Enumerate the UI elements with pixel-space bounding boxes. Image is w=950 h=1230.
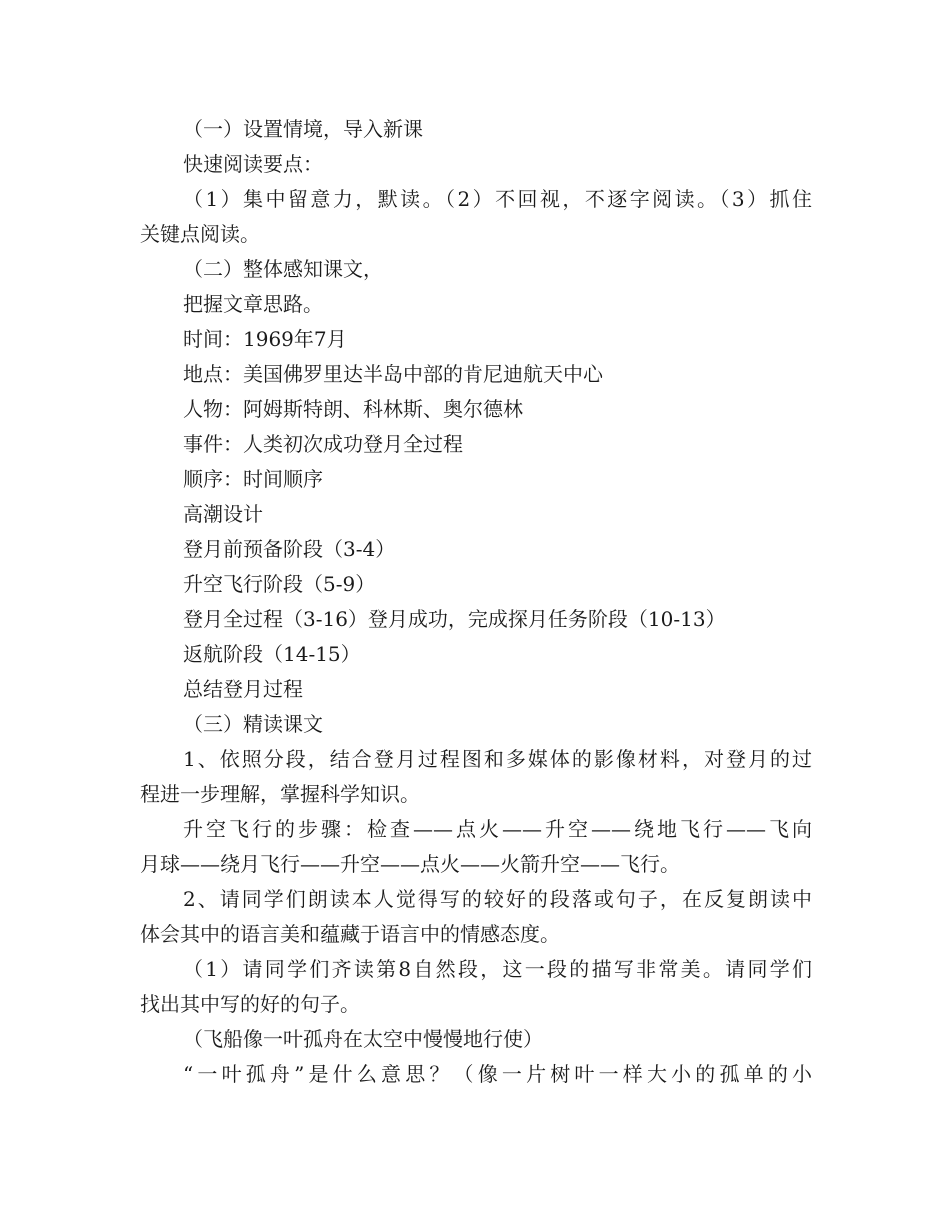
paragraph-line: 快速阅读要点： xyxy=(183,152,323,176)
section-heading-1: （一）设置情境，导入新课 xyxy=(183,117,423,141)
paragraph-line: 1、依照分段，结合登月过程图和多媒体的影像材料，对登月的过 xyxy=(183,747,812,771)
paragraph-line: 事件：人类初次成功登月全过程 xyxy=(183,432,463,456)
paragraph-line: 人物：阿姆斯特朗、科林斯、奥尔德林 xyxy=(183,397,523,421)
paragraph-line: 程进一步理解，掌握科学知识。 xyxy=(140,782,420,806)
paragraph-line: （1）集中留意力，默读。（2）不回视，不逐字阅读。（3）抓住 xyxy=(183,187,812,211)
paragraph-line: 升空飞行的步骤：检查——点火——升空——绕地飞行——飞向 xyxy=(183,817,812,841)
paragraph-line: “一叶孤舟”是什么意思？（像一片树叶一样大小的孤单的小 xyxy=(183,1062,812,1086)
paragraph-line: 登月全过程（3-16）登月成功，完成探月任务阶段（10-13） xyxy=(183,607,726,631)
paragraph-line: 返航阶段（14-15） xyxy=(183,642,361,666)
paragraph-line: 地点：美国佛罗里达半岛中部的肯尼迪航天中心 xyxy=(183,362,603,386)
paragraph-line: （飞船像一叶孤舟在太空中慢慢地行使） xyxy=(183,1027,543,1051)
section-heading-3: （三）精读课文 xyxy=(183,712,323,736)
paragraph-line: 总结登月过程 xyxy=(183,677,303,701)
document-body xyxy=(140,112,812,1092)
paragraph-line: 升空飞行阶段（5-9） xyxy=(183,572,376,596)
paragraph-line: 体会其中的语言美和蕴藏于语言中的情感态度。 xyxy=(140,922,560,946)
paragraph-line: 顺序：时间顺序 xyxy=(183,467,323,491)
paragraph-line: 登月前预备阶段（3-4） xyxy=(183,537,396,561)
paragraph-line: （1）请同学们齐读第8自然段，这一段的描写非常美。请同学们 xyxy=(183,957,812,981)
paragraph-line: 2、请同学们朗读本人觉得写的较好的段落或句子，在反复朗读中 xyxy=(183,887,812,911)
paragraph-line: 关键点阅读。 xyxy=(140,222,260,246)
paragraph-line: 高潮设计 xyxy=(183,502,263,526)
paragraph-line: 找出其中写的好的句子。 xyxy=(140,992,360,1016)
paragraph-line: 把握文章思路。 xyxy=(183,292,323,316)
paragraph-line: 月球——绕月飞行——升空——点火——火箭升空——飞行。 xyxy=(140,852,680,876)
paragraph-line: 时间：1969年7月 xyxy=(183,327,347,351)
section-heading-2: （二）整体感知课文， xyxy=(183,257,383,281)
